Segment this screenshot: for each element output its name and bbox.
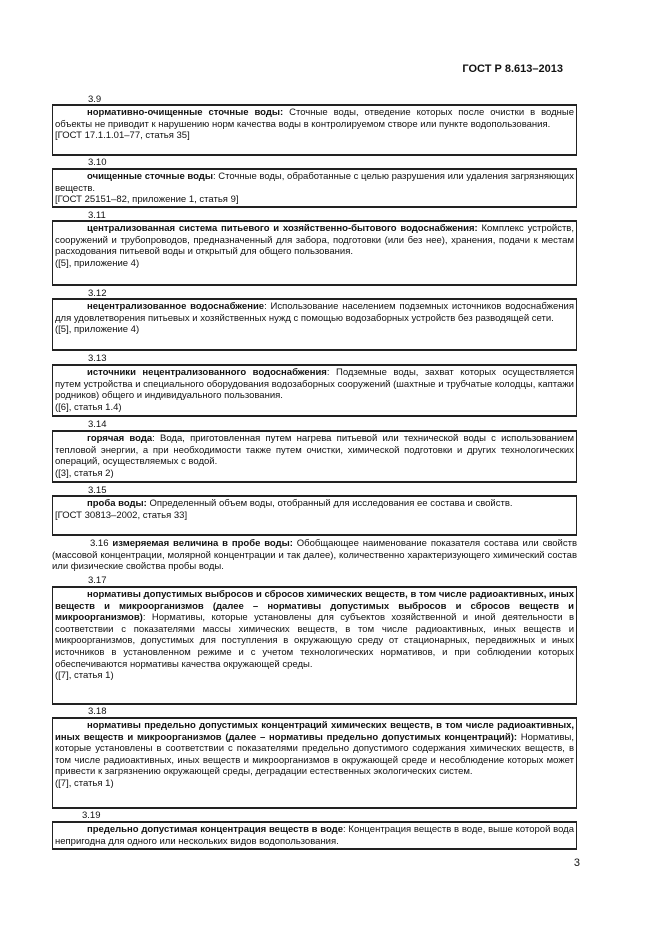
term: централизованная система питьевого и хозяйственно-бытового водоснабжения:	[87, 223, 478, 234]
entry-number: 3.18	[88, 706, 107, 717]
term-source: [ГОСТ 30813–2002, статья 33]	[55, 509, 188, 521]
term-box	[52, 717, 577, 809]
term: проба воды:	[87, 498, 147, 509]
entry-number: 3.13	[88, 353, 107, 364]
definition: Обобщающее наименование показателя состава или свойств (массовой концентрации, молярной концентрации и так далее), количественно характеризующего химический состав или физические свойства пробы воды.	[52, 538, 577, 573]
page-number: 3	[573, 857, 580, 869]
term-box	[52, 364, 577, 417]
definition: : Концентрация веществ в воде, выше которой вода непригодна для одного или нескольких видов водопользования.	[55, 824, 574, 847]
term-source: ([6], статья 1.4)	[55, 401, 122, 413]
term-box	[52, 168, 577, 208]
term: источники нецентрализованного водоснабжения	[87, 367, 327, 378]
term: очищенные сточные воды	[87, 171, 213, 182]
definition: Нормативы, которые установлены в соответствии с показателями предельно допустимого содержания химических веществ, в том числе радиоактивных, иных веществ и микроорганизмов в окружающей среде и несоблюдение которых может привести к загрязнению окружающей среды, деградации естественных экологических систем.	[55, 731, 574, 778]
term-paragraph	[52, 538, 577, 573]
term-box	[52, 821, 577, 850]
definition: Определенный объем воды, отобранный для исследования ее состава и свойств.	[146, 498, 513, 509]
term-box	[52, 430, 577, 483]
entry-number: 3.16	[90, 538, 109, 549]
term-box	[52, 298, 577, 351]
term-source: ([7], статья 1)	[55, 777, 114, 789]
term-source: ([5], приложение 4)	[55, 257, 140, 269]
term: нормативно-очищенные сточные воды:	[87, 107, 284, 118]
term: нормативы допустимых выбросов и сбросов химических веществ, в том числе радиоактивных, иных веществ и микроорганизмов (далее – нормативы допустимых выбросов и сбросов веществ и микроорганизмов)	[55, 589, 574, 624]
term: нормативы предельно допустимых концентраций химических веществ, в том числе радиоактивных, иных веществ и микроорганизмов (далее – нормативы предельно допустимых концентраций):	[55, 720, 574, 743]
term: горячая вода	[87, 433, 153, 444]
term-source: ([5], приложение 4)	[55, 324, 140, 336]
entry-number: 3.19	[82, 810, 101, 821]
document-code: ГОСТ Р 8.613–2013	[462, 63, 563, 75]
definition: : Сточные воды, обработанные с целью разрушения или удаления загрязняющих веществ.	[55, 171, 574, 194]
term: нецентрализованное водоснабжение	[87, 301, 265, 312]
entry-number: 3.12	[88, 288, 107, 299]
definition: Комплекс устройств, сооружений и трубопроводов, предназначенный для забора, подготовки (или без нее), хранения, подачи к местам расходования питьевой воды и открытый для общего пользования.	[55, 223, 574, 258]
term: предельно допустимая концентрация веществ в воде	[87, 824, 343, 835]
entry-number: 3.14	[88, 419, 107, 430]
definition: Сточные воды, отведение которых после очистки в водные объекты не приводит к нарушению норм качества воды в контролируемом створе или пункте водопользования.	[55, 107, 574, 130]
term-box	[52, 104, 577, 156]
entry-number: 3.17	[88, 575, 107, 586]
definition: : Подземные воды, захват которых осуществляется путем устройства и специального оборудования водозаборных сооружений (шахтные и трубчатые колодцы, каптажи родников) общего и индивидуального пользования.	[55, 367, 574, 402]
entry-number: 3.11	[88, 210, 106, 221]
term-source: [ГОСТ 17.1.1.01–77, статья 35]	[55, 130, 190, 142]
entry-number: 3.10	[88, 157, 107, 168]
term-source: ([7], статья 1)	[55, 670, 114, 682]
term-source: [ГОСТ 25151–82, приложение 1, статья 9]	[55, 194, 239, 206]
term-box	[52, 586, 577, 705]
term-source: ([3], статья 2)	[55, 467, 114, 479]
term: измеряемая величина в пробе воды:	[112, 538, 293, 549]
definition: : Использование населением подземных источников водоснабжения для удовлетворения питьевых и хозяйственных нужд с помощью водозаборных устройств без разводящей сети.	[55, 301, 574, 324]
entry-number: 3.9	[88, 94, 102, 105]
entry-number: 3.15	[88, 485, 107, 496]
term-box	[52, 495, 577, 536]
definition: : Нормативы, которые установлены для субъектов хозяйственной и иной деятельности в соответствии с показателями массы химических веществ, в том числе радиоактивных, иных веществ и микроорганизмов, допустимых для поступления в окружающую среду от стационарных, передвижных и иных источников в установленном режиме и с учетом технологических нормативов, и при соблюдении которых обеспечиваются нормативы качества окружающей среды.	[55, 612, 574, 670]
definition: : Вода, приготовленная путем нагрева питьевой или технической воды с использованием тепловой энергии, а при необходимости также путем очистки, химической подготовки и других технологических операций, осуществляемых с водой.	[55, 433, 575, 468]
term-box	[52, 220, 577, 286]
